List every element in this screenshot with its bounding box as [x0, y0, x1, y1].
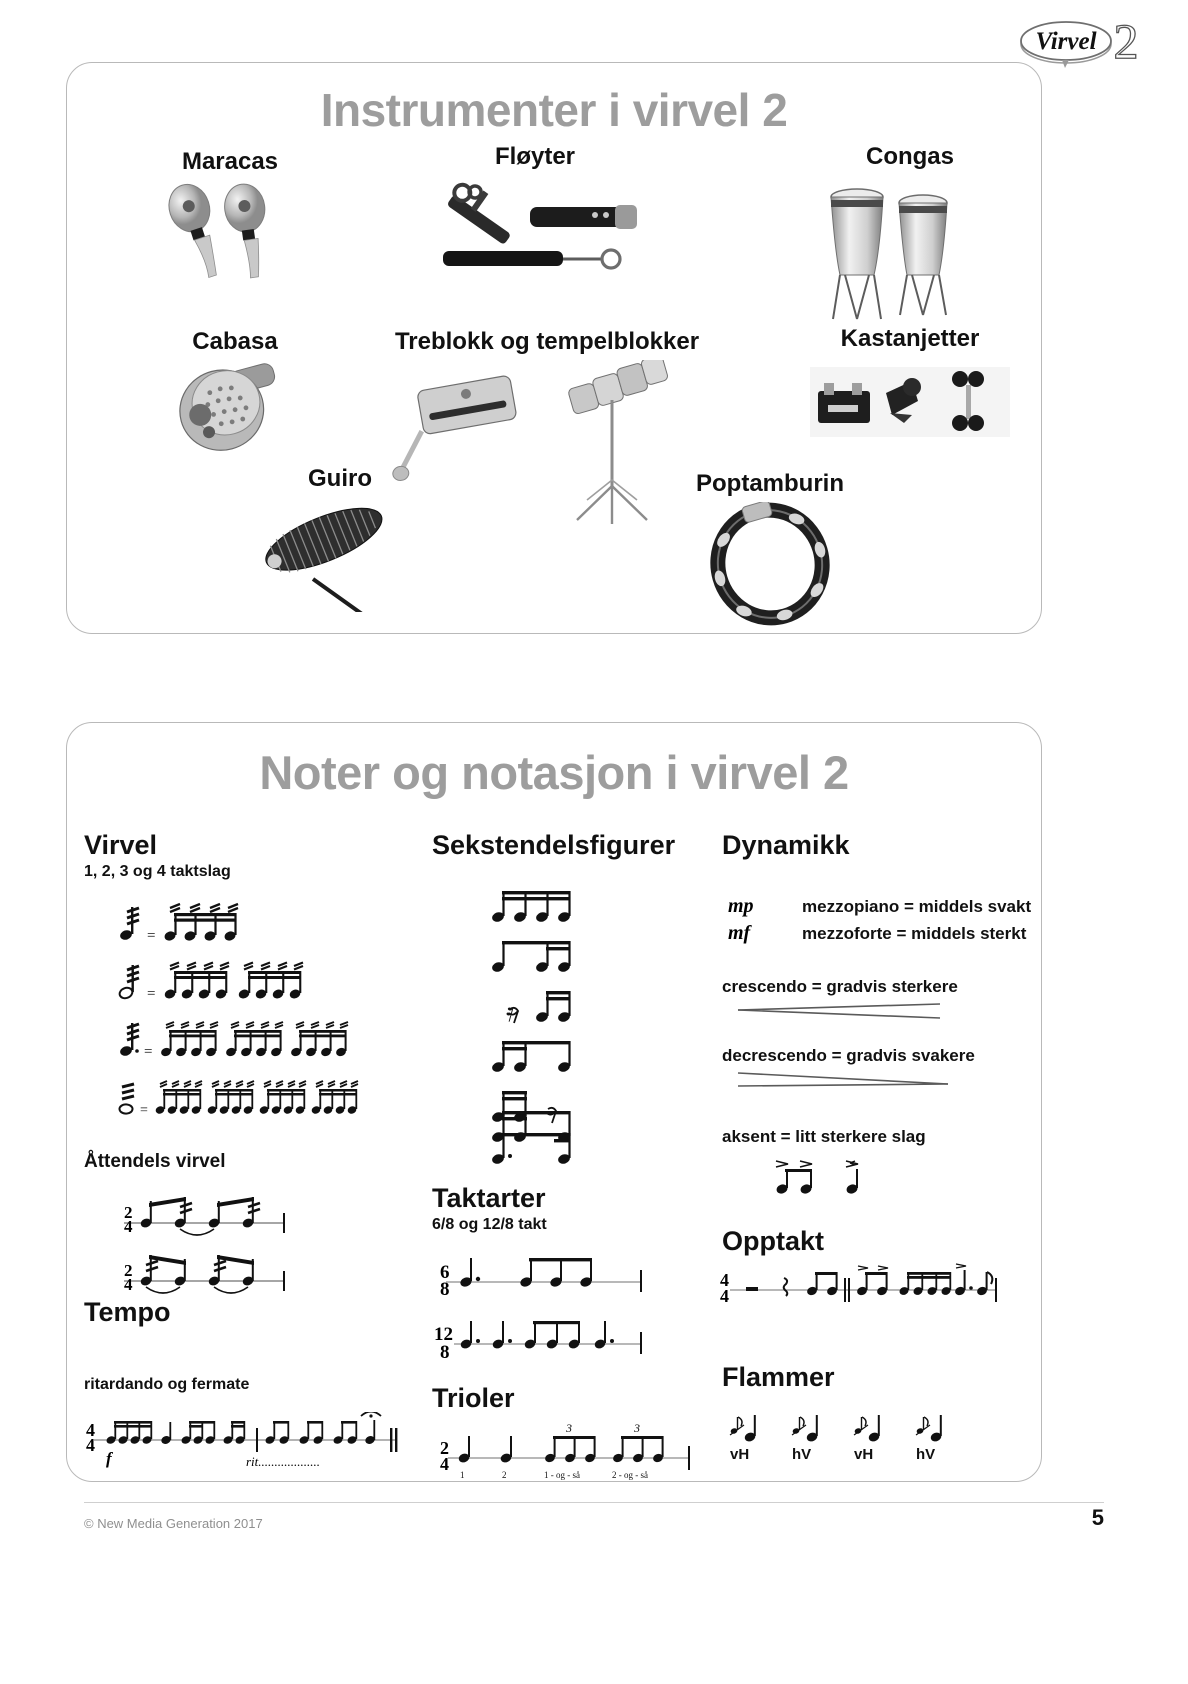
instrument-label: Fløyter: [494, 143, 575, 170]
taktarter-block: [432, 1183, 712, 1368]
tempo-subheading: ritardando og fermate: [84, 1376, 250, 1393]
virvel-2-logo: [1014, 14, 1164, 74]
time-sig-bottom: 8: [440, 1342, 450, 1363]
notation-panel-title: Noter og notasjon i virvel 2: [259, 746, 849, 799]
sticking-label: hV: [792, 1446, 812, 1463]
opptakt-heading: Opptakt: [722, 1226, 825, 1256]
flammer-heading: Flammer: [722, 1362, 835, 1392]
dynamikk-heading: Dynamikk: [722, 830, 850, 860]
instrument-kastanjetter: [805, 325, 1015, 447]
instrument-poptamburin: [660, 470, 880, 637]
time-sig-bottom: 4: [440, 1454, 449, 1474]
sticking-label: hV: [916, 1446, 936, 1463]
decrescendo-hairpin-icon: [722, 1070, 1012, 1096]
time-sig-top: 6: [440, 1262, 450, 1283]
trioler-heading: Trioler: [432, 1383, 515, 1413]
virvel-roll-3: [84, 1015, 414, 1063]
triplet-number: 3: [634, 1424, 640, 1435]
trioler-line: [432, 1424, 722, 1494]
count-label: 2: [502, 1470, 507, 1480]
svg-text:4: 4: [86, 1420, 95, 1440]
dynamic-symbol-mp: mp: [728, 895, 754, 917]
dynamic-text-mf: mezzoforte = middels sterkt: [802, 924, 1027, 943]
attendels-line-2: [84, 1243, 414, 1299]
dynamic-text-mp: mezzopiano = middels svakt: [802, 897, 1032, 916]
time-sig-bottom: 4: [720, 1286, 729, 1306]
svg-text:Virvel: Virvel: [1035, 28, 1097, 55]
instrument-label: Poptamburin: [696, 470, 844, 497]
svg-text:2: 2: [124, 1203, 133, 1222]
instrument-label: Maracas: [181, 148, 279, 175]
instrument-label: Congas: [865, 143, 954, 170]
aksent-label: aksent = litt sterkere slag: [722, 1127, 926, 1146]
count-label: 1: [460, 1470, 465, 1480]
time-sig-top: 4: [720, 1270, 729, 1290]
count-label: 1 - og - så: [544, 1470, 580, 1480]
sekstendelsfigurer-heading: Sekstendelsfigurer: [432, 830, 676, 860]
svg-text:=: =: [147, 928, 156, 944]
dynamikk-row-mp: [722, 895, 1042, 918]
crescendo-label: crescendo = gradvis sterkere: [722, 977, 958, 996]
sticking-label: vH: [854, 1446, 874, 1463]
instrument-label: Kastanjetter: [840, 325, 980, 352]
attendels-line-1: [84, 1185, 414, 1241]
crescendo-hairpin-icon: [722, 1001, 1012, 1027]
footer-divider: [84, 1502, 1104, 1503]
svg-text:=: =: [144, 1044, 153, 1060]
virvel-subheading: 1, 2, 3 og 4 taktslag: [84, 863, 231, 880]
column-right: [722, 830, 1042, 1257]
castanets-photo: [805, 357, 1015, 447]
svg-text:2: 2: [124, 1261, 133, 1280]
svg-text:4: 4: [124, 1217, 133, 1236]
decrescendo-label: decrescendo = gradvis svakere: [722, 1046, 975, 1065]
attendels-heading: Åttendels virvel: [84, 1151, 226, 1172]
rit-text: rit...................: [246, 1454, 321, 1469]
maracas-photo: [130, 180, 330, 295]
taktarter-subheading: 6/8 og 12/8 takt: [432, 1216, 547, 1233]
sekstendels-figure-last: [492, 1103, 692, 1153]
instruments-panel-title: Instrumenter i virvel 2: [320, 84, 788, 136]
tambourine-photo: [660, 502, 880, 637]
opptakt-line: [712, 1262, 1042, 1318]
svg-text:4: 4: [86, 1435, 95, 1455]
svg-text:𝄿: 𝄿: [506, 998, 514, 1027]
virvel-roll-1: [84, 899, 414, 947]
svg-text:2: 2: [1113, 14, 1139, 69]
dynamic-symbol-mf: mf: [728, 922, 751, 944]
instrument-guiro: [245, 465, 435, 617]
count-label: 2 - og - så: [612, 1470, 648, 1480]
flutes-photo: [420, 175, 650, 295]
svg-text:4: 4: [124, 1275, 133, 1294]
triplet-number: 3: [566, 1424, 572, 1435]
time-sig-top: 12: [434, 1324, 453, 1345]
virvel-heading: Virvel: [84, 830, 158, 860]
instrument-floyter: [420, 143, 650, 295]
svg-text:=: =: [140, 1103, 148, 1118]
page-number: 5: [1091, 1505, 1104, 1530]
instrument-label: Cabasa: [192, 328, 278, 355]
congas-photo: [800, 175, 1020, 330]
dynamic-forte: f: [106, 1449, 112, 1468]
taktarter-line-128: [432, 1312, 712, 1368]
column-left: [84, 830, 414, 1394]
guiro-photo: [245, 497, 435, 617]
trioler-block: [432, 1383, 722, 1494]
time-sig-top: 2: [440, 1438, 449, 1458]
virvel-roll-2: [84, 957, 414, 1005]
svg-text:=: =: [147, 986, 156, 1002]
instrument-label: Guiro: [308, 465, 372, 492]
virvel-roll-4: [84, 1073, 414, 1121]
instrument-maracas: [130, 148, 330, 295]
cabasa-photo: [140, 360, 330, 470]
instrument-congas: [800, 143, 1020, 330]
dynamikk-row-mf: [722, 922, 1042, 945]
instrument-cabasa: [140, 328, 330, 470]
flammer-line: [722, 1407, 1042, 1469]
time-sig-bottom: 8: [440, 1279, 450, 1300]
accent-notes-example: [722, 1155, 1012, 1203]
instrument-label: Treblokk og tempelblokker: [394, 328, 700, 355]
sticking-label: vH: [730, 1446, 750, 1463]
taktarter-line-68: [432, 1250, 712, 1306]
footer-copyright: © New Media Generation 2017: [84, 1516, 263, 1531]
tempo-heading: Tempo: [84, 1297, 171, 1327]
flammer-block: [722, 1362, 1042, 1469]
taktarter-heading: Taktarter: [432, 1183, 546, 1213]
tempo-ritardando-line: [78, 1412, 418, 1484]
